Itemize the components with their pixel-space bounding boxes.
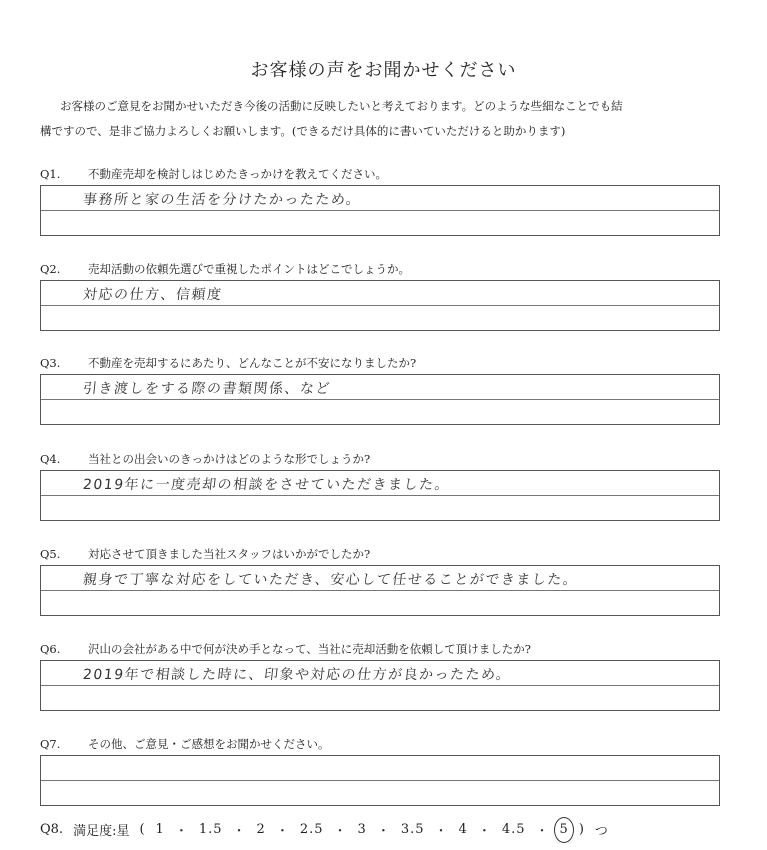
question-3 (40, 355, 720, 425)
rating-separator: ・ (275, 824, 290, 839)
handwritten-answer: 対応の仕方、信頼度 (82, 287, 224, 303)
question-5 (40, 546, 720, 616)
rating-option-2-5[interactable]: 2.5 (299, 822, 324, 837)
question-text: 対応させて頂きました当社スタッフはいかがでしたか? (88, 547, 371, 561)
answer-box-2[interactable] (40, 280, 720, 331)
star-rating (139, 820, 584, 839)
answer-box-5[interactable] (40, 565, 720, 616)
question-number: Q2. (40, 262, 61, 276)
rating-separator: ・ (174, 824, 189, 839)
page-title: お客様の声をお聞かせください (250, 60, 517, 81)
question-number: Q3. (40, 356, 61, 370)
rating-suffix: つ (594, 824, 608, 839)
rating-separator: ・ (333, 824, 348, 839)
question-number: Q4. (40, 452, 61, 466)
rating-option-4-5[interactable]: 4.5 (501, 822, 526, 837)
rating-option-4[interactable]: 4 (458, 822, 468, 837)
rating-close-paren: ) (578, 822, 585, 837)
question-number: Q7. (40, 737, 61, 751)
handwritten-answer: 引き渡しをする際の書類関係、など (82, 381, 332, 397)
answer-box-3[interactable] (40, 374, 720, 425)
answer-box-1[interactable] (40, 185, 720, 236)
question-text: その他、ご意見・ご感想をお聞かせください。 (88, 737, 330, 751)
question-text: 不動産を売却するにあたり、どんなことが不安になりましたか? (88, 356, 417, 370)
rating-option-1[interactable]: 1 (155, 822, 165, 837)
rating-separator: ・ (376, 824, 391, 839)
rating-option-1-5[interactable]: 1.5 (198, 822, 223, 837)
question-6 (40, 641, 720, 711)
answer-box-4[interactable] (40, 470, 720, 521)
question-text: 沢山の会社がある中で何が決め手となって、当社に売却活動を依頼して頂けましたか? (88, 642, 531, 656)
rating-separator: ・ (434, 824, 449, 839)
rating-open-paren: ( (139, 822, 146, 837)
rating-option-3[interactable]: 3 (357, 822, 367, 837)
question-number: Q5. (40, 547, 61, 561)
question-number: Q1. (40, 167, 61, 181)
question-text: 不動産売却を検討しはじめたきっかけを教えてください。 (88, 167, 387, 181)
question-2 (40, 261, 720, 331)
answer-box-7[interactable] (40, 755, 720, 806)
rating-option-3-5[interactable]: 3.5 (400, 822, 425, 837)
question-number: Q6. (40, 642, 61, 656)
question-1 (40, 166, 720, 236)
question-number: Q8. (40, 822, 64, 837)
handwritten-answer: 親身で丁寧な対応をしていただき、安心して任せることができました。 (82, 572, 580, 588)
handwritten-answer: 2019年に一度売却の相談をさせていただきました。 (82, 477, 451, 493)
satisfaction-row (40, 820, 608, 839)
intro-text (40, 94, 737, 144)
intro-line-2: 構ですので、是非ご協力よろしくお願いします。(できるだけ具体的に書いていただけると助かります) (40, 124, 566, 138)
question-text: 当社との出会いのきっかけはどのような形でしょうか? (88, 452, 371, 466)
question-7 (40, 736, 720, 806)
rating-separator: ・ (535, 824, 550, 839)
intro-line-1: お客様のご意見をお聞かせいただき今後の活動に反映したいと考えております。どのような些細なことでも結 (60, 99, 623, 113)
rating-separator: ・ (232, 824, 247, 839)
satisfaction-label: 満足度:星 (73, 824, 130, 839)
rating-option-5[interactable]: 5 (559, 822, 569, 837)
rating-separator: ・ (477, 824, 492, 839)
handwritten-answer: 事務所と家の生活を分けたかったため。 (82, 192, 363, 208)
question-4 (40, 451, 720, 521)
handwritten-answer: 2019年で相談した時に、印象や対応の仕方が良かったため。 (82, 667, 513, 683)
answer-box-6[interactable] (40, 660, 720, 711)
rating-options (156, 820, 569, 839)
rating-option-2[interactable]: 2 (256, 822, 266, 837)
question-text: 売却活動の依頼先選びで重視したポイントはどこでしょうか。 (88, 262, 410, 276)
